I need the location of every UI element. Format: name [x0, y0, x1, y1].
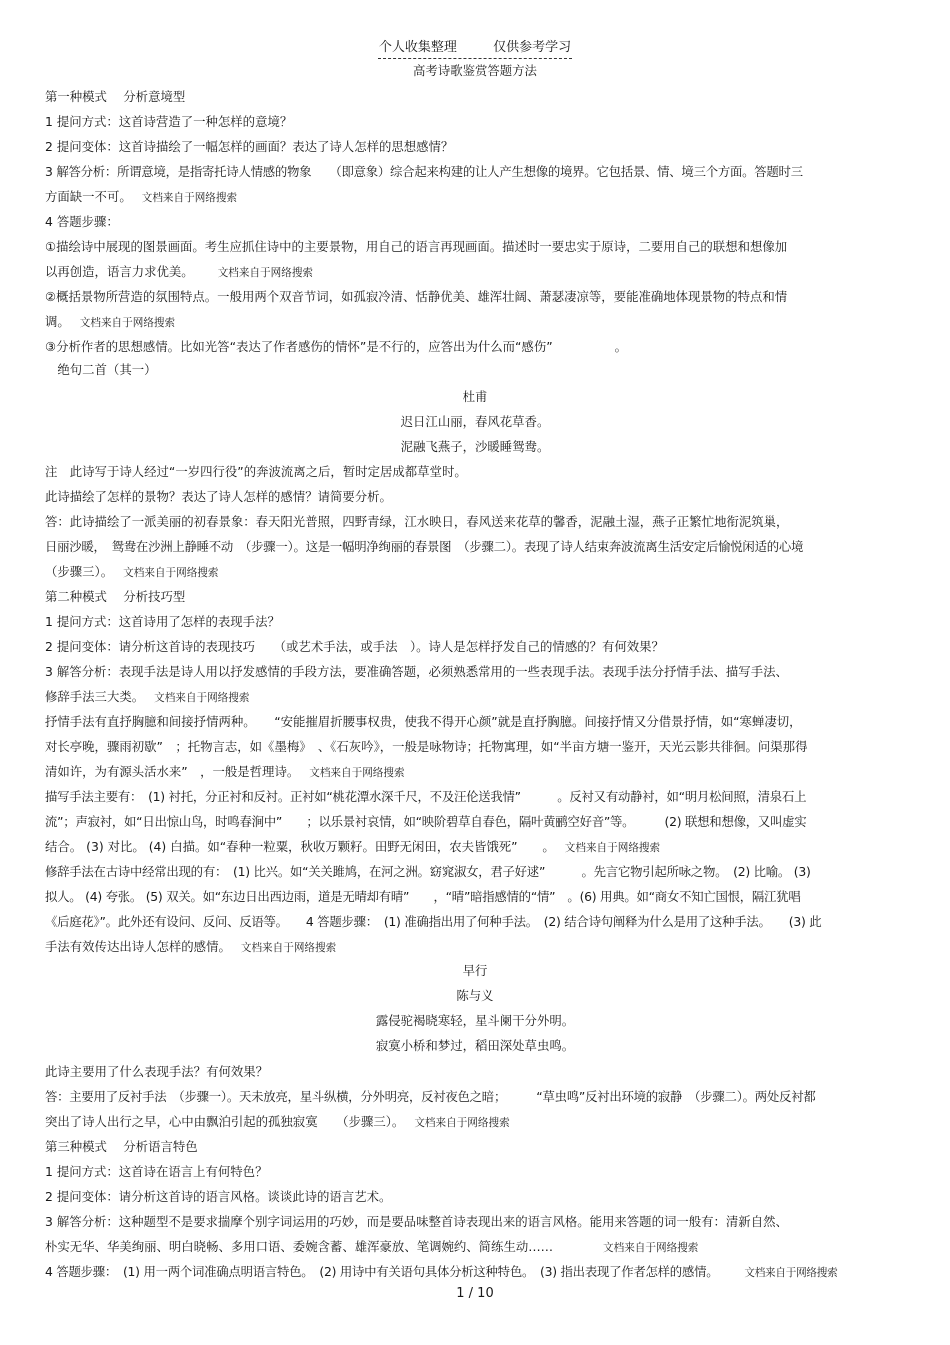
poem-line: 露侵驼褐晓寒轻，星斗阑干分外明。 [375, 1013, 575, 1028]
text-line: 答：主要用了反衬手法 （步骤一）。天未放亮，星斗纵横，分外明亮，反衬夜色之暗； “草虫鸣”反衬出环境的寂静 （步骤二）。两处反衬都 [45, 1089, 816, 1104]
poem-title: 绝句二首（其一） [45, 362, 157, 377]
poem-line: 寂寞小桥和梦过，稻田深处草虫鸣。 [375, 1038, 575, 1053]
text-line: 1 提问方式：这首诗在语言上有何特色？ [45, 1164, 268, 1179]
text-line: 抒情手法有直抒胸臆和间接抒情两种。 “安能摧眉折腰事权贵，使我不得开心颜”就是直抒胸臆。间接抒情又分借景抒情，如“寒蝉凄切， [45, 714, 802, 729]
text-line: 3 解答分析：这种题型不是要求揣摩个别字词运用的巧妙，而是要品味整首诗表现出来的语言风格。能用来答题的词一般有：清新自然、 [45, 1214, 788, 1229]
source-note: 文档来自于网络搜索 [603, 1242, 699, 1254]
text-line: 4 答题步骤： [45, 214, 119, 229]
text-line: 修辞手法三大类。 文档来自于网络搜索 [45, 689, 250, 704]
source-note: 文档来自于网络搜索 [141, 192, 238, 204]
text-line: 此诗描绘了怎样的景物？表达了诗人怎样的感情？请简要分析。 [45, 489, 392, 504]
text-line: 日丽沙暖， 鸳鸯在沙洲上静睡不动 （步骤一）。这是一幅明净绚丽的春景图 （步骤二）。表现了诗人结束奔波流离生活安定后愉悦闲适的心境 [45, 539, 804, 554]
source-note: 文档来自于网络搜索 [309, 767, 405, 779]
text-line: 手法有效传达出诗人怎样的感情。 文档来自于网络搜索 [45, 939, 337, 954]
text-line: 3 解答分析：所谓意境，是指寄托诗人情感的物象 （即意象）综合起来构建的让人产生想像的境界。它包括景、情、境三个方面。答题时三 [45, 164, 803, 179]
header-left-label: 个人收集整理 [378, 40, 457, 55]
source-note: 文档来自于网络搜索 [154, 692, 250, 704]
poem-line: 泥融飞燕子，沙暖睡鸳鸯。 [400, 439, 550, 454]
text-line: 1 提问方式：这首诗营造了一种怎样的意境？ [45, 114, 293, 129]
text-line: ③分析作者的思想感情。比如光答“表达了作者感伤的情怀”是不行的，应答出为什么而“感伤” 。 [45, 339, 627, 354]
source-note: 文档来自于网络搜索 [240, 942, 337, 954]
source-note: 文档来自于网络搜索 [414, 1117, 510, 1129]
text-line: ②概括景物所营造的氛围特点。一般用两个双音节词，如孤寂冷清、恬静优美、雄浑壮阔、萧瑟凄凉等，要能准确地体现景物的特点和情 [45, 289, 788, 304]
poem-author: 杜甫 [462, 389, 488, 404]
text-line: 2 提问变体：请分析这首诗的表现技巧 （或艺术手法，或手法 ）。诗人是怎样抒发自己的情感的？有何效果？ [45, 639, 664, 654]
text-line: 2 提问变体：这首诗描绘了一幅怎样的画面？表达了诗人怎样的思想感情？ [45, 139, 454, 154]
text-line: 结合。 (3) 对比。 (4) 白描。如“春种一粒粟，秋收万颗籽。田野无闲田，农夫皆饿死” 。 文档来自于网络搜索 [45, 839, 661, 854]
text-line: 拟人。 (4) 夸张。 (5) 双关。如“东边日出西边雨，道是无晴却有晴” ，“晴”暗指感情的“情” 。(6) 用典。如“商女不知亡国恨，隔江犹唱 [45, 889, 801, 904]
text-line: 1 提问方式：这首诗用了怎样的表现手法？ [45, 614, 280, 629]
text-line: 朴实无华、华美绚丽、明白晓畅、多用口语、委婉含蓄、雄浑豪放、笔调婉约、简练生动…… 文档来自于网络搜索 [45, 1239, 699, 1254]
poem-line: 迟日江山丽，春风花草香。 [400, 414, 550, 429]
text-line: 此诗主要用了什么表现手法？有何效果？ [45, 1064, 269, 1079]
text-line: 流”；声寂衬，如“日出惊山鸟，时鸣春涧中” ；以乐景衬哀情，如“映阶碧草自春色，隔叶黄鹂空好音”等。 (2) 联想和想像，又叫虚实 [45, 814, 807, 829]
text-line: 修辞手法在古诗中经常出现的有： (1) 比兴。如“关关雎鸠，在河之洲。窈窕淑女，君子好逑” 。先言它物引起所咏之物。 (2) 比喻。 (3) [45, 864, 811, 879]
page-indicator: 1 / 10 [456, 1286, 494, 1301]
text-line: 注 此诗写于诗人经过“一岁四行役”的奔波流离之后，暂时定居成都草堂时。 [45, 464, 467, 479]
text-line: 4 答题步骤： (1) 用一两个词准确点明语言特色。 (2) 用诗中有关语句具体分析这种特色。 (3) 指出表现了作者怎样的感情。 文档来自于网络搜索 [45, 1264, 838, 1279]
poem-title: 早行 [462, 963, 488, 978]
section-heading-1: 第一种模式 分析意境型 [45, 89, 186, 104]
source-note: 文档来自于网络搜索 [744, 1267, 838, 1279]
text-line: 调。 文档来自于网络搜索 [45, 314, 176, 329]
text-line: 对长亭晚，骤雨初歇” ；托物言志，如《墨梅》 、《石灰吟》，一般是咏物诗；托物寓理，如“半亩方塘一鉴开，天光云影共徘徊。问渠那得 [45, 739, 808, 754]
section-heading-3: 第三种模式 分析语言特色 [45, 1139, 198, 1154]
section-heading-2: 第二种模式 分析技巧型 [45, 589, 186, 604]
text-line: 3 解答分析：表现手法是诗人用以抒发感情的手段方法，要准确答题，必须熟悉常用的一些表现手法。表现手法分抒情手法、描写手法、 [45, 664, 788, 679]
header-right-label: 仅供参考学习 [493, 40, 572, 55]
text-line: 清如许，为有源头活水来” ，一般是哲理诗。 文档来自于网络搜索 [45, 764, 405, 779]
text-line: 《后庭花》”。此外还有设问、反问、反语等。 4 答题步骤： (1) 准确指出用了何种手法。 (2) 结合诗句阐释为什么是用了这种手法。 (3) 此 [45, 914, 822, 929]
text-line: 2 提问变体：请分析这首诗的语言风格。谈谈此诗的语言艺术。 [45, 1189, 392, 1204]
page-header [0, 40, 950, 58]
text-line: 答：此诗描绘了一派美丽的初春景象：春天阳光普照，四野青绿，江水映日，春风送来花草的馨香，泥融土湿，燕子正繁忙地衔泥筑巢， [45, 514, 789, 529]
text-line: （步骤三）。 文档来自于网络搜索 [45, 564, 219, 579]
text-line: 方面缺一不可。 文档来自于网络搜索 [45, 189, 238, 204]
header-dashed-rule [378, 58, 572, 59]
source-note: 文档来自于网络搜索 [79, 317, 176, 329]
document-title: 高考诗歌鉴赏答题方法 [413, 63, 537, 78]
text-line: 突出了诗人出行之早，心中由飘泊引起的孤独寂寞 （步骤三）。 文档来自于网络搜索 [45, 1114, 510, 1129]
source-note: 文档来自于网络搜索 [123, 567, 219, 579]
text-line: ①描绘诗中展现的图景画面。考生应抓住诗中的主要景物，用自己的语言再现画面。描述时一要忠实于原诗，二要用自己的联想和想像加 [45, 239, 788, 254]
text-line: 描写手法主要有： (1) 衬托，分正衬和反衬。正衬如“桃花潭水深千尺，不及汪伦送我情” 。反衬又有动静衬，如“明月松间照，清泉石上 [45, 789, 807, 804]
poem-author: 陈与义 [456, 988, 494, 1003]
source-note: 文档来自于网络搜索 [217, 267, 314, 279]
text-line: 以再创造，语言力求优美。 文档来自于网络搜索 [45, 264, 314, 279]
source-note: 文档来自于网络搜索 [564, 842, 661, 854]
